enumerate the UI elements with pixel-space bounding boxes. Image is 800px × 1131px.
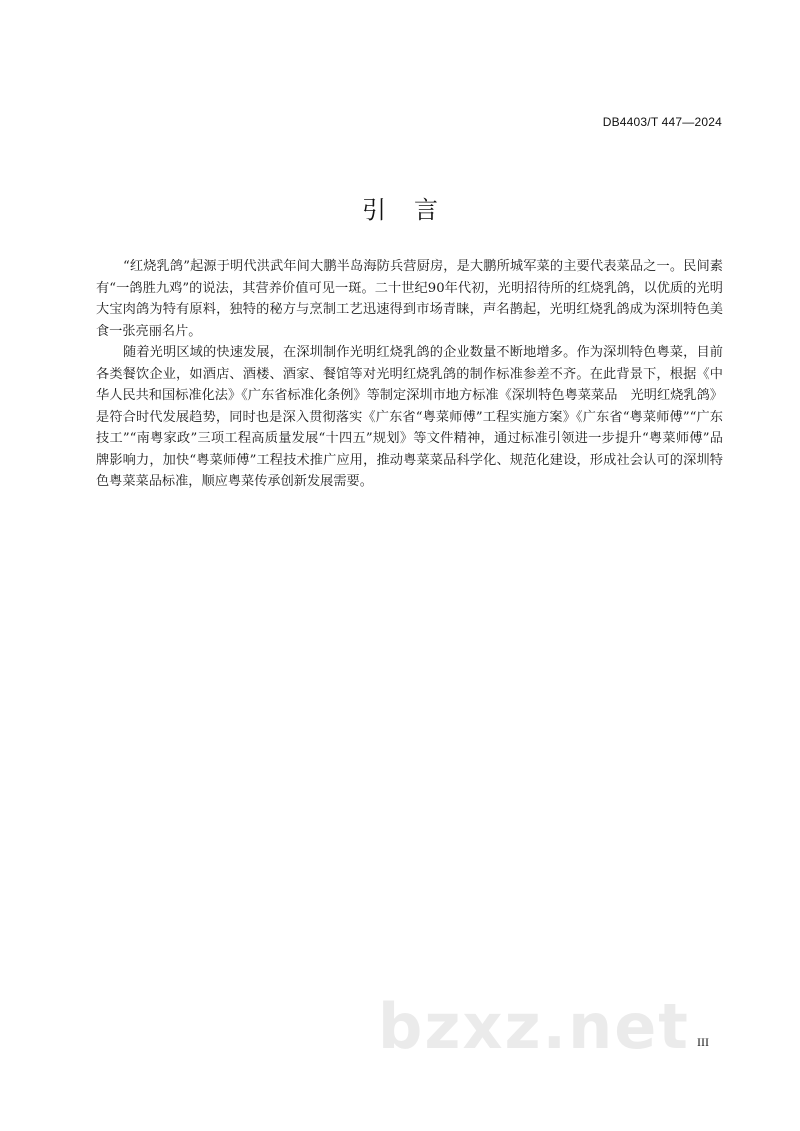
paragraph-background: 随着光明区域的快速发展，在深圳制作光明红烧乳鸽的企业数量不断地增多。作为深圳特色粤菜，目前各类餐饮企业，如酒店、酒楼、酒家、餐馆等对光明红烧乳鸽的制作标准参差不齐。在此背景下，根据《中华人民共和国标准化法》《广东省标准化条例》等制定深圳市地方标准《深圳特色粤菜菜品 光明红烧乳鸽》是符合时代发展趋势，同时也是深入贯彻落实《广东省“粤菜师傅”工程实施方案》《广东省“粤菜师傅”“广东技工”“南粤家政”三项工程高质量发展“十四五”规划》等文件精神，通过标准引领进一步提升“粤菜师傅”品牌影响力，加快“粤菜师傅”工程技术推广应用，推动粤菜菜品科学化、规范化建设，形成社会认可的深圳特色粤菜菜品标准，顺应粤菜传承创新发展需要。 [96, 345, 723, 489]
section-title: 引言 [362, 196, 466, 224]
page-number: III [697, 1035, 709, 1049]
body-text [96, 256, 723, 493]
paragraph-origin: “红烧乳鸽”起源于明代洪武年间大鹏半岛海防兵营厨房，是大鹏所城军菜的主要代表菜品之一。民间素有“一鸽胜九鸡”的说法，其营养价值可见一斑。二十世纪90年代初，光明招待所的红烧乳鸽，以优质的光明大宝肉鸽为特有原料，独特的秘方与烹制工艺迅速得到市场青睐，声名鹊起，光明红烧乳鸽成为深圳特色美食一张亮丽名片。 [96, 259, 723, 339]
watermark: bzxz.net [378, 990, 690, 1063]
document-number: DB4403/T 447—2024 [602, 115, 722, 129]
